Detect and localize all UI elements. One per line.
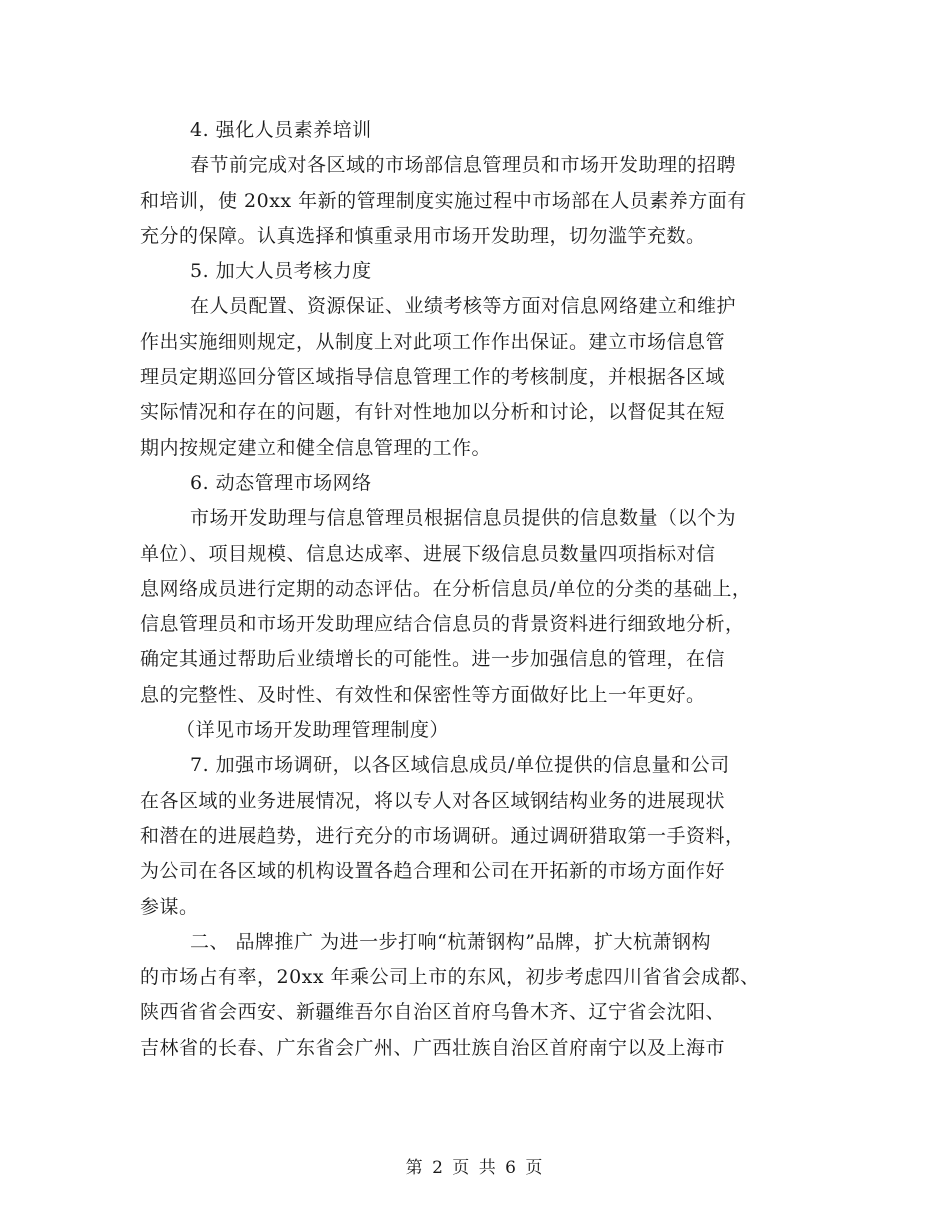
text-line: 单位）、项目规模、信息达成率、进展下级信息员数量四项指标对信 (140, 542, 716, 565)
text-line: 充分的保障。认真选择和慎重录用市场开发助理，切勿滥竽充数。 (140, 224, 706, 247)
text-line: 4. 强化人员素养培训 (190, 119, 372, 141)
text-line: 参谋。 (140, 895, 199, 918)
text-line: 理员定期巡回分管区域指导信息管理工作的考核制度，并根据各区域 (140, 366, 726, 389)
text-line: 5. 加大人员考核力度 (190, 260, 372, 283)
text-line: 实际情况和存在的问题，有针对性地加以分析和讨论，以督促其在短 (140, 401, 726, 424)
text-line: 在各区域的业务进展情况，将以专人对各区域钢结构业务的进展现状 (140, 789, 726, 812)
body-text (140, 113, 810, 1066)
text-line: 和培训，使 20xx 年新的管理制度实施过程中市场部在人员素养方面有 (140, 189, 747, 212)
text-line: 的市场占有率，20xx 年乘公司上市的东风，初步考虑四川省省会成都、 (140, 966, 760, 989)
text-line: 确定其通过帮助后业绩增长的可能性。进一步加强信息的管理，在信 (140, 648, 726, 671)
text-line: 市场开发助理与信息管理员根据信息员提供的信息数量（以个为 (190, 507, 737, 530)
text-line: 吉林省的长春、广东省会广州、广西壮族自治区首府南宁以及上海市 (140, 1036, 726, 1059)
text-line: 春节前完成对各区域的市场部信息管理员和市场开发助理的招聘 (190, 154, 737, 177)
text-line: （详见市场开发助理管理制度） (176, 719, 450, 742)
text-line: 信息管理员和市场开发助理应结合信息员的背景资料进行细致地分析， (140, 613, 745, 636)
page-footer: 第 2 页 共 6 页 (405, 1158, 545, 1178)
text-line: 为公司在各区域的机构设置各趋合理和公司在开拓新的市场方面作好 (140, 860, 726, 883)
text-line: 陕西省省会西安、新疆维吾尔自治区首府乌鲁木齐、辽宁省会沈阳、 (140, 1001, 726, 1024)
text-line: 期内按规定建立和健全信息管理的工作。 (140, 436, 492, 459)
text-line: 和潜在的进展趋势，进行充分的市场调研。通过调研猎取第一手资料， (140, 824, 745, 847)
text-line: 二、 品牌推广 为进一步打响“杭萧钢构”品牌，扩大杭萧钢构 (190, 930, 712, 953)
text-line: 作出实施细则规定，从制度上对此项工作作出保证。建立市场信息管 (140, 330, 726, 353)
text-line: 7. 加强市场调研，以各区域信息成员/单位提供的信息量和公司 (190, 754, 730, 777)
text-line: 息网络成员进行定期的动态评估。在分析信息员/单位的分类的基础上， (140, 577, 752, 600)
text-line: 6. 动态管理市场网络 (190, 471, 372, 494)
text-line: 在人员配置、资源保证、业绩考核等方面对信息网络建立和维护 (190, 295, 737, 318)
text-line: 息的完整性、及时性、有效性和保密性等方面做好比上一年更好。 (140, 683, 706, 706)
